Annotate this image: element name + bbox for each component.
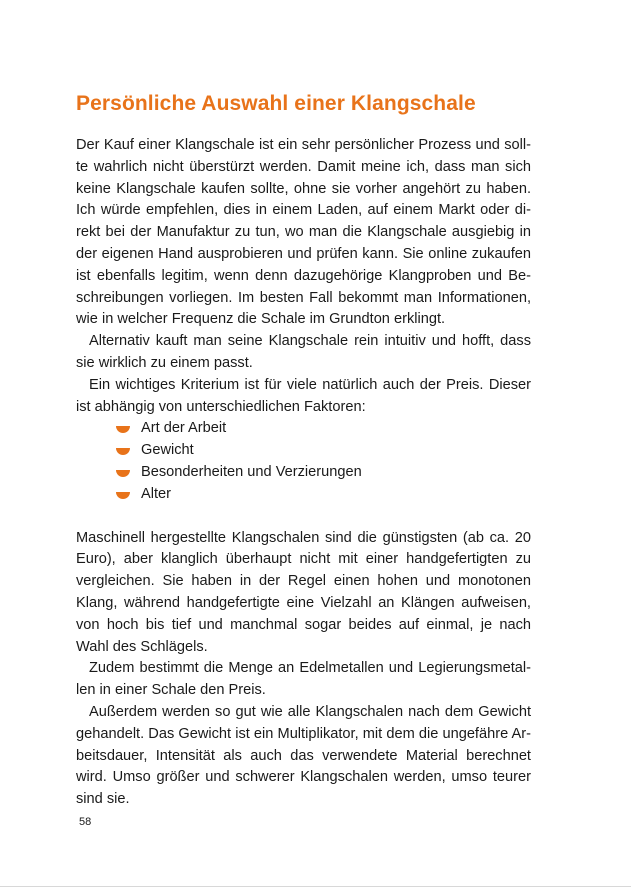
- list-item: [116, 418, 531, 440]
- list-item-label: Gewicht: [141, 442, 194, 459]
- paragraph: Ein wichtiges Kriterium ist für viele natürlich auch der Preis. Dieser ist abhängig von unterschiedlichen Faktoren:: [76, 376, 531, 415]
- paragraph: Zudem bestimmt die Menge an Edelmetallen und Legierungsmetallen in einer Schale den Preis.: [76, 660, 531, 699]
- singing-bowl-icon: [116, 426, 130, 433]
- page-number: 58: [79, 816, 92, 828]
- list-item: [116, 484, 531, 506]
- list-item-label: Alter: [141, 485, 172, 502]
- paragraph: Maschinell hergestellte Klangschalen sind die günstigsten (ab ca. 20 Euro), aber klanglich überhaupt nicht mit einer handgefertigten zu vergleichen. Sie haben in der Regel einen hohen und monotonen Klang, während handgefertigte eine Vielzahl an Klängen aufweisen, von hoch bis tief und manchmal sogar beides auf einmal, je nach Wahl des Schlägels.: [76, 529, 531, 655]
- list-item-label: Art der Arbeit: [141, 420, 227, 437]
- list-item-label: Besonderheiten und Verzierungen: [141, 463, 362, 480]
- factor-list: [76, 418, 531, 505]
- list-item: [116, 440, 531, 462]
- paragraph: Alternativ kauft man seine Klangschale rein intuitiv und hofft, dass sie wirklich zu einem passt.: [76, 333, 531, 371]
- section-heading: Persönliche Auswahl einer Klangschale: [76, 92, 476, 115]
- spacer: [76, 506, 531, 528]
- paragraph: Der Kauf einer Klangschale ist ein sehr persönlicher Prozess und sollte wahrlich nicht überstürzt werden. Damit meine ich, dass man sich keine Klangschale kaufen sollte, ohne sie vorher angehört zu haben. Ich würde empfehlen, dies in einem Laden, auf einem Markt oder direkt bei der Manufaktur zu tun, wo man die Klangschale ausgiebig in der eigenen Hand ausprobieren und prüfen kann. Sie online zukaufen ist ebenfalls legitim, wenn denn dazugehörige Klangproben und Beschreibungen vorliegen. Im besten Fall bekommt man Informationen, wie in welcher Frequenz die Schale im Grundton erklingt.: [76, 137, 531, 328]
- paragraph: Außerdem werden so gut wie alle Klangschalen nach dem Gewicht gehandelt. Das Gewicht ist ein Multiplikator, mit dem die ungefähre Arbeitsdauer, Intensität als auch das verwendete Material berechnet wird. Umso größer und schwerer Klangschalen werden, umso teurer sind sie.: [76, 703, 531, 808]
- list-item: [116, 462, 531, 484]
- divider: [0, 886, 631, 887]
- singing-bowl-icon: [116, 492, 130, 499]
- body-text: [76, 135, 531, 811]
- singing-bowl-icon: [116, 470, 130, 477]
- singing-bowl-icon: [116, 448, 130, 455]
